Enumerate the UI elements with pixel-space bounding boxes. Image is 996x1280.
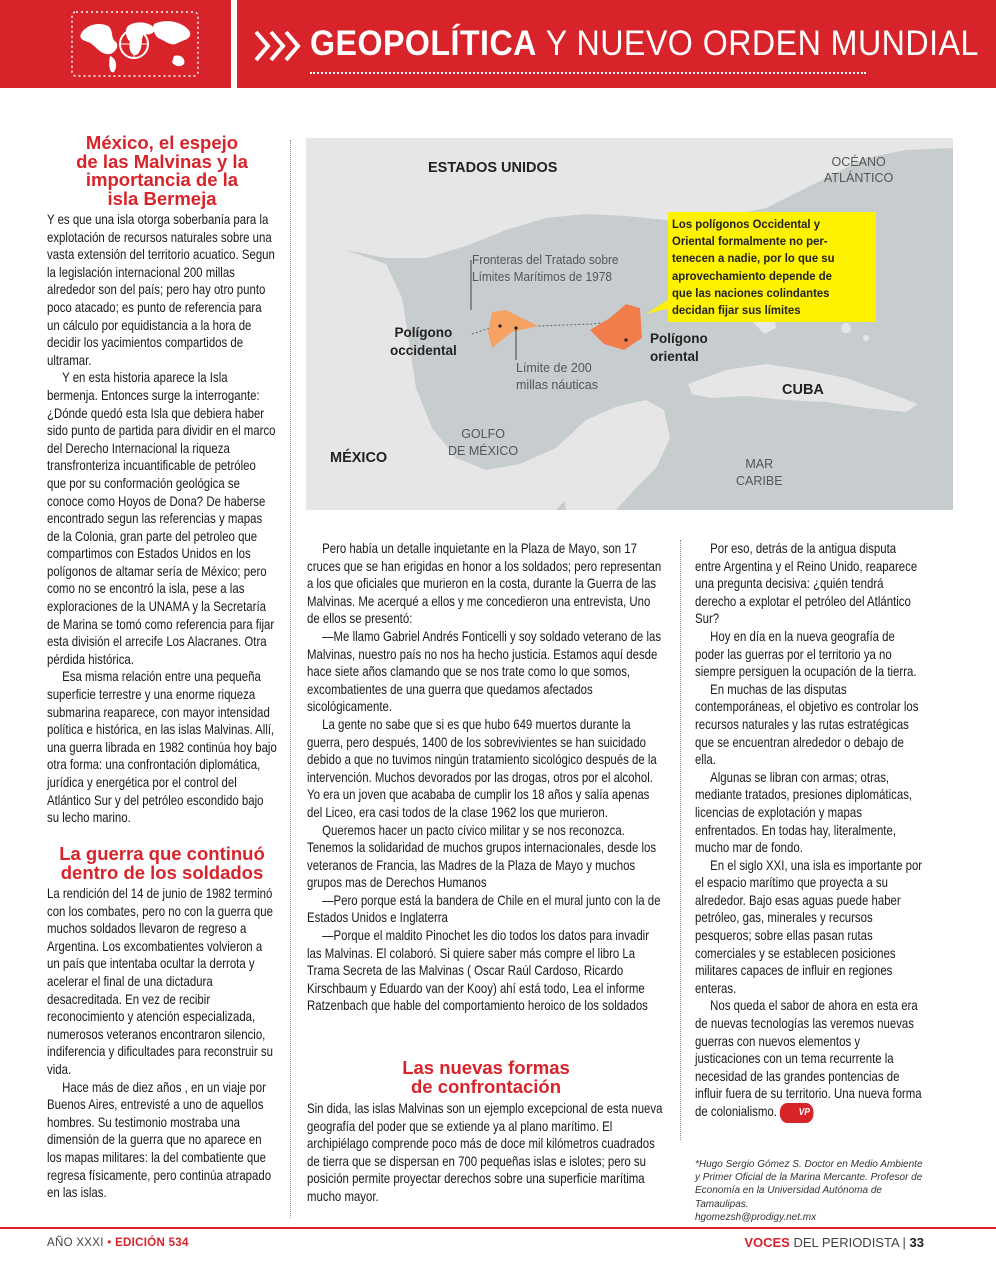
section-heading-confrontacion: Las nuevas formas de confrontación (402, 1057, 570, 1097)
paragraph: —Pero porque está la bandera de Chile en el mural junto con la de Estados Unidos e Inglaterra (307, 892, 661, 926)
label-200-miles: Límite de 200 millas náuticas (516, 361, 598, 392)
paragraph: Por eso, detrás de la antigua disputa entre Argentina y el Reino Unido, reaparece una pregunta decisiva: ¿quién tendrá derecho a explotar el petróleo del Atlántico Sur? (695, 541, 918, 627)
paragraph: Y en esta historia aparece la Isla bermenja. Entonces surge la interrogante: ¿Dónde quedó esta Isla que debiera haber sido punto de partida para dividir en el marco del Derecho Internacional la riqueza transfronteriza incuantificable de petróleo que por su conformación geológica se conoce como Hoyos de Dona? De haberse encontrado segun las referencias y mapas de la Colonia, gran parte del petroleo que compartimos con Estados Unidos en los polígonos de altamar sería de México; pero como no se encontró la isla, pese a las exploraciones de la UNAMA y la Secretaría de Marina se tomó como referencia para fijar esta división el arrecife Los Alacranes. Otra pérdida histórica. (47, 370, 276, 667)
header-dotted-rule (310, 72, 866, 74)
callout-text: Los polígonos Occidental y Oriental formalmente no per- tenecen a nadie, por lo que su aprovechamiento depende de que las naciones colindantes decidan fijar sus límites (672, 217, 835, 318)
author-note: *Hugo Sergio Gómez S. Doctor en Medio Ambiente y Primer Oficial de la Marina Mercante. Profesor de Economía en la Universidad Autónoma de Tamaulipas. hgomezsh@prodigy.net.mx (695, 1159, 923, 1223)
label-cuba: CUBA (782, 382, 824, 398)
paragraph: Esa misma relación entre una pequeña superficie terrestre y una enorme riqueza submarina reaparece, con mayor intensidad política e histórica, en las islas Malvinas. Allí, una guerra librada en 1982 continúa hoy bajo otra forma: una confrontación diplomática, jurídica y energética por el control del Atlántico Sur y del petróleo escondido bajo su lecho marino. (47, 669, 277, 826)
column-1-bottom (47, 845, 277, 1202)
label-gulf: GOLFO DE MÉXICO (448, 427, 519, 458)
paragraph: En el siglo XXI, una isla es importante por el espacio marítimo que proyecta a su alrededor. Bajo esas aguas puede haber petróleo, gas, minerales y recursos pesqueros; sobre ellas pasan rutas comerciales y se establecen posiciones militares capaces de influir en regiones enteras. (695, 857, 923, 996)
column-3 (695, 540, 925, 1123)
page-number: 33 (909, 1235, 924, 1250)
paragraph: En muchas de las disputas contemporáneas, el objetivo es controlar los recursos naturales y las rutas estratégicas que se encuentran alrededor o debajo de ella. (695, 681, 919, 768)
label-caribbean: MAR CARIBE (736, 457, 783, 488)
map-figure (306, 138, 953, 510)
footer-edition: AÑO XXXI • EDICIÓN 534 (47, 1237, 189, 1249)
label-treaty: Fronteras del Tratado sobre Límites Marítimos de 1978 (472, 253, 619, 284)
label-mexico: MÉXICO (330, 450, 388, 466)
label-atlantic: OCÉANO ATLÁNTICO (824, 155, 894, 185)
paragraph: Hace más de diez años , en un viaje por Buenos Aires, entrevisté a uno de aquellos hombres. Su testimonio mostraba una dimensión de la guerra que no aparece en los mapas militares: la del combatiente que regresa físicamente, pero continúa atrapado en las islas. (47, 1079, 272, 1201)
section-heading-mexico: México, el espejo de las Malvinas y la importancia de la isla Bermeja (76, 132, 248, 209)
column-2-bottom (307, 1058, 665, 1206)
column-2 (307, 540, 665, 1015)
paragraph: Nos queda el sabor de ahora en esta era de nuevas tecnologías las veremos nuevas guerras con nuevos elementos y justicaciones con un tema recurrente la necesidad de las grandes pontencias de influir fuera de su territorio. Una nueva forma de colonialismo. VP (695, 997, 925, 1122)
label-usa: ESTADOS UNIDOS (428, 160, 558, 176)
paragraph: Y es que una isla otorga soberbanía para la explotación de recursos naturales sobre una vasta extensión del territorio acuatico. Segun la legislación internacional 200 millas alrededor son del país; pero hay otro punto poco atacado; es punto de referencia para un cálculo por equidistancia a la hora de decidir los yacimientos compartidos de ultramar. (47, 212, 275, 368)
vp-end-mark-icon: VP (780, 1103, 813, 1123)
paragraph: Sin dida, las islas Malvinas son un ejemplo excepcional de esta nueva geografía del poder que se extiende ya al plano marítimo. El archipiélago comprende poco más de doce mil kilómetros cuadrados de tierra que se dispersan en 700 pequeñas islas e islotes; pero su posición permite proyectar derechos sobre una superficie marítima mucho mayor. (307, 1101, 663, 1204)
paragraph: Hoy en día en la nueva geografía de poder las guerras por el territorio ya no siempre persiguen la ocupación de la tierra. (695, 628, 917, 680)
column-divider (680, 540, 681, 1140)
header-separator (231, 0, 237, 88)
paragraph: —Me llamo Gabriel Andrés Fonticelli y soy soldado veterano de las Malvinas, nuestro país no nos ha hecho justicia. Estamos aquí desde hace siete años clamando que se nos trate como lo que somos, excombatientes de una guerra que quedamos afectados sicológicamente. (307, 628, 662, 715)
paragraph: La gente no sabe que si es que hubo 649 muertos durante la guerra, pero después, 1400 de los sobrevivientes se han suicidado debido a que no tuvimos ningún tratamiento sicológico después de la intervención. Muchos devorados por las drogas, otros por el alcohol. Yo era un joven que acababa de cumplir los 18 años y salía apenas del Liceo, era casi todos de la clase 1962 los que murieron. (307, 716, 657, 820)
paragraph: Algunas se libran con armas; otras, mediante tratados, presiones diplomáticas, licencias de explotación y mapas enfrentados. En todas hay, literalmente, mucho mar de fondo. (695, 769, 913, 856)
column-divider (290, 140, 291, 1218)
footer-brand: VOCES DEL PERIODISTA | 33 (744, 1235, 924, 1250)
section-heading-guerra: La guerra que continuó dentro de los soldados (59, 843, 265, 883)
column-1 (47, 134, 277, 827)
paragraph: La rendición del 14 de junio de 1982 terminó con los combates, pero no con la guerra que muchos soldados llevaron de regreso a Argentina. Los excombatientes volvieron a un país que intentaba ocultar la derrota y acelerar el final de una dictadura desacreditada. En vez de recibir reconocimiento y atención especializada, numerosos veteranos encontraron silencio, indiferencia y dificultades para reconstruir su vida. (47, 886, 273, 1077)
label-polygon-east: Polígono oriental (650, 331, 708, 364)
footer-rule (0, 1227, 996, 1229)
world-map-logo-icon (70, 10, 200, 78)
paragraph: Queremos hacer un pacto cívico militar y se nos reconozca. Tenemos la solidaridad de muchos grupos internacionales, desde los veteranos de Francia, las Madres de la Plaza de Mayo y muchos grupos mas de Derechos Humanos (307, 822, 657, 891)
label-polygon-west: Polígono occidental (390, 325, 457, 358)
paragraph: —Porque el maldito Pinochet les dio todos los datos para invadir las Malvinas. El colaboró. Si quiere saber más compre el libro La Trama Secreta de las Malvinas ( Oscar Raúl Cardoso, Ricardo Kirschbaum y Eduardo van der Kooy) ahí está todo, Lea el informe Ratzenbach que hable del comportamiento heroico de los soldados (307, 928, 650, 1014)
paragraph: Pero había un detalle inquietante en la Plaza de Mayo, son 17 cruces que se han erigidas en honor a los soldados; pero representan a los que oficiales que murieron en la costa, durante la Guerra de las Malvinas. Me acerqué a ellos y me concedieron una entrevista, Uno de ellos se presentó: (307, 541, 662, 627)
section-title: GEOPOLÍTICA Y NUEVO ORDEN MUNDIAL (310, 24, 979, 63)
page-header (0, 0, 996, 88)
chevron-right-icon (254, 28, 304, 64)
